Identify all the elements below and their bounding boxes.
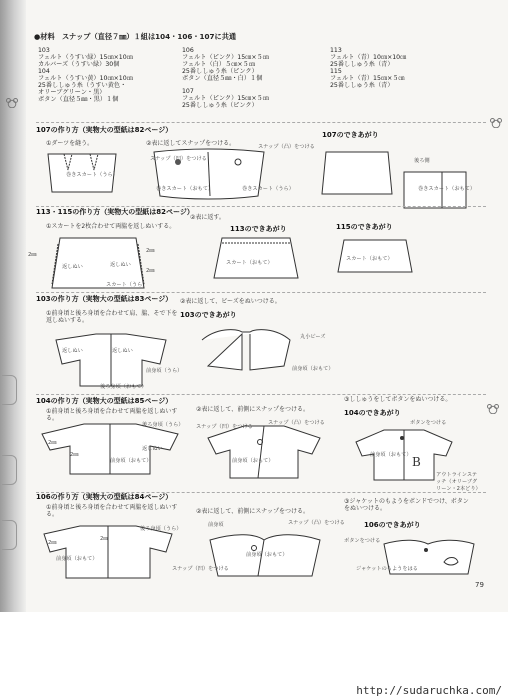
done-115: 115のできあがり (336, 223, 393, 231)
material-line: 103 (38, 47, 50, 54)
material-line: フェルト（うすい緑）15㎝×10㎝ (38, 54, 133, 61)
fig-103-sew (50, 330, 172, 390)
step-104-1: ①前身頃と後ろ身頃を合わせて両脇を返しぬいする。 (46, 408, 178, 423)
label-106: スナップ（凹）をつける (172, 566, 229, 572)
material-line: 107 (182, 88, 194, 95)
label-113: 2㎜ (28, 252, 37, 258)
bullet-icon: ● (34, 32, 41, 41)
page-number: 79 (475, 581, 484, 589)
material-line: 25番ししゅう糸（ピンク） (182, 102, 258, 109)
section-title-106: 106の作り方（実物大の型紙は84ページ） (36, 493, 173, 501)
label-106: 後ろ身頃（うら） (140, 526, 182, 532)
material-line: ボタン（直径５㎜・黒）１個 (38, 96, 119, 103)
done-113: 113のできあがり (230, 225, 287, 233)
label-107: スナップ（凹）をつける (150, 156, 207, 162)
step-104-3: ③ししゅうをしてボタンをぬいつける。 (344, 396, 452, 403)
label-106: 前身頃 (208, 522, 224, 528)
svg-text:B: B (412, 455, 421, 469)
material-line: フェルト（ピンク）15㎝×５㎝ (182, 95, 269, 102)
label-104: スナップ（凸）をつける (268, 420, 325, 426)
label-113: 2㎜ (146, 248, 155, 254)
label-113: 2㎜ (146, 268, 155, 274)
label-113: スカート（おもて） (346, 256, 393, 262)
label-104: 2㎜ (70, 452, 79, 458)
done-103: 103のできあがり (180, 311, 237, 319)
gutter-tab (2, 455, 17, 485)
material-line: フェルト（白）５㎝×５㎝ (182, 61, 255, 68)
label-113: 返しぬい (110, 262, 131, 268)
label-103: 前身頃（うら） (146, 368, 183, 374)
label-103: 前身頃（おもて） (292, 366, 334, 372)
fig-113-done (212, 234, 300, 282)
gutter-tab (2, 520, 17, 550)
section-divider (36, 206, 486, 207)
material-line: カルバーズ（うすい緑）30個 (38, 61, 120, 68)
step-113-1: ①スカートを2枚合わせて両脇を返しぬいする。 (46, 223, 176, 230)
step-104-2: ②表に返して、前側にスナップをつける。 (196, 406, 310, 413)
section-title-113: 113・115の作り方（実物大の型紙は82ページ） (36, 208, 194, 216)
material-line: フェルト（青）10㎝×10㎝ (330, 54, 407, 61)
label-106: 2㎜ (48, 540, 57, 546)
bear-icon (490, 118, 502, 128)
step-103-1: ①前身頃と後ろ身頃を合わせて肩、脇、そで下を返しぬいする。 (46, 310, 178, 325)
label-106: ジャケットのもようをはる (356, 566, 418, 572)
label-104: 前身頃（おもて） (232, 458, 274, 464)
label-103: 返しぬい (112, 348, 133, 354)
material-line: 25番ししゅう糸（青） (330, 82, 394, 89)
step-106-1: ①前身頃と後ろ身頃を合わせて両脇を返しぬいする。 (46, 504, 178, 519)
material-line: 25番ししゅう糸（うすい黄色・ (38, 82, 127, 89)
material-line: ボタン（直径５㎜・白）１個 (182, 75, 263, 82)
gutter-tab (2, 375, 17, 405)
section-title-107: 107の作り方（実物大の型紙は82ページ） (36, 126, 173, 134)
label-106: ボタンをつける (344, 538, 381, 544)
label-106: 前身頃（おもて） (246, 552, 288, 558)
section-divider (36, 292, 486, 293)
fig-103-done (196, 326, 296, 374)
label-113: 返しぬい (62, 264, 83, 270)
materials-snap: スナップ（直径７㎜）１組は104・106・107に共通 (62, 32, 237, 41)
label-107: 巻きスカート（うら） (66, 172, 118, 178)
label-104: 前身頃（おもて） (110, 458, 152, 464)
label-104: 前身頃（おもて） (370, 452, 412, 458)
label-103: 丸小ビーズ (300, 334, 326, 340)
done-106: 106のできあがり (364, 521, 421, 529)
label-106: 前身頃（おもて） (56, 556, 98, 562)
label-104: ボタンをつける (410, 420, 447, 426)
bear-icon (487, 404, 499, 414)
label-106: スナップ（凸）をつける (288, 520, 345, 526)
page-gutter (0, 0, 26, 612)
step-106-3: ③ジャケットのもようをボンドでつけ、ボタンをぬいつける。 (344, 498, 469, 513)
scan-background (0, 612, 508, 699)
material-line: 115 (330, 68, 342, 75)
step-107-1: ①ダーツを縫う。 (46, 140, 94, 147)
label-104: 返しぬい (142, 446, 163, 452)
material-line: 25番ししゅう糸（ピンク） (182, 68, 258, 75)
material-line: オリーブグリーン・黒） (38, 89, 106, 96)
step-113-2: ②表に返す。 (190, 214, 225, 221)
fig-107-done-front (320, 148, 394, 198)
step-103-2: ②表に返して、ビーズをぬいつける。 (180, 298, 281, 305)
label-113: スカート（おもて） (226, 260, 273, 266)
label-113: スカート（うら） (106, 282, 148, 288)
bear-icon (6, 98, 18, 108)
label-107: スナップ（凸）をつける (258, 144, 315, 150)
material-line: 106 (182, 47, 194, 54)
watermark-url: http://sudaruchka.com/ (356, 684, 502, 697)
material-line: 104 (38, 68, 50, 75)
step-106-2: ②表に返して、前側にスナップをつける。 (196, 508, 310, 515)
material-line: フェルト（うすい黄）10㎝×10㎝ (38, 75, 133, 82)
label-104: 後ろ身頃（うら） (142, 422, 184, 428)
section-divider (36, 394, 486, 395)
label-107: 巻きスカート（うら） (242, 186, 294, 192)
section-title-103: 103の作り方（実物大の型紙は83ページ） (36, 295, 173, 303)
material-line: フェルト（ピンク）15㎝×５㎝ (182, 54, 269, 61)
label-106: 2㎜ (100, 536, 109, 542)
materials-title: ●材料 (34, 32, 55, 41)
step-107-2: ②表に返してスナップをつける。 (146, 140, 236, 147)
section-divider (36, 122, 486, 123)
label-103: 返しぬい (62, 348, 83, 354)
label-104: スナップ（凹）をつける (196, 424, 253, 430)
label-107: 後ろ側 (414, 158, 430, 164)
section-title-104: 104の作り方（実物大の型紙は85ページ） (36, 397, 173, 405)
done-107: 107のできあがり (322, 131, 379, 139)
done-104: 104のできあがり (344, 409, 401, 417)
label-104: 2㎜ (48, 440, 57, 446)
label-104: アウトラインステッチ（オリーブグリーン・2本どり） (436, 472, 481, 493)
label-107: 巻きスカート（おもて） (156, 186, 214, 192)
material-line: 113 (330, 47, 342, 54)
label-103: 後ろ身頃（おもて） (100, 384, 147, 390)
material-line: 25番ししゅう糸（青） (330, 61, 394, 68)
material-line: フェルト（青）15㎝×５㎝ (330, 75, 405, 82)
label-107: 巻きスカート（おもて） (418, 186, 476, 192)
